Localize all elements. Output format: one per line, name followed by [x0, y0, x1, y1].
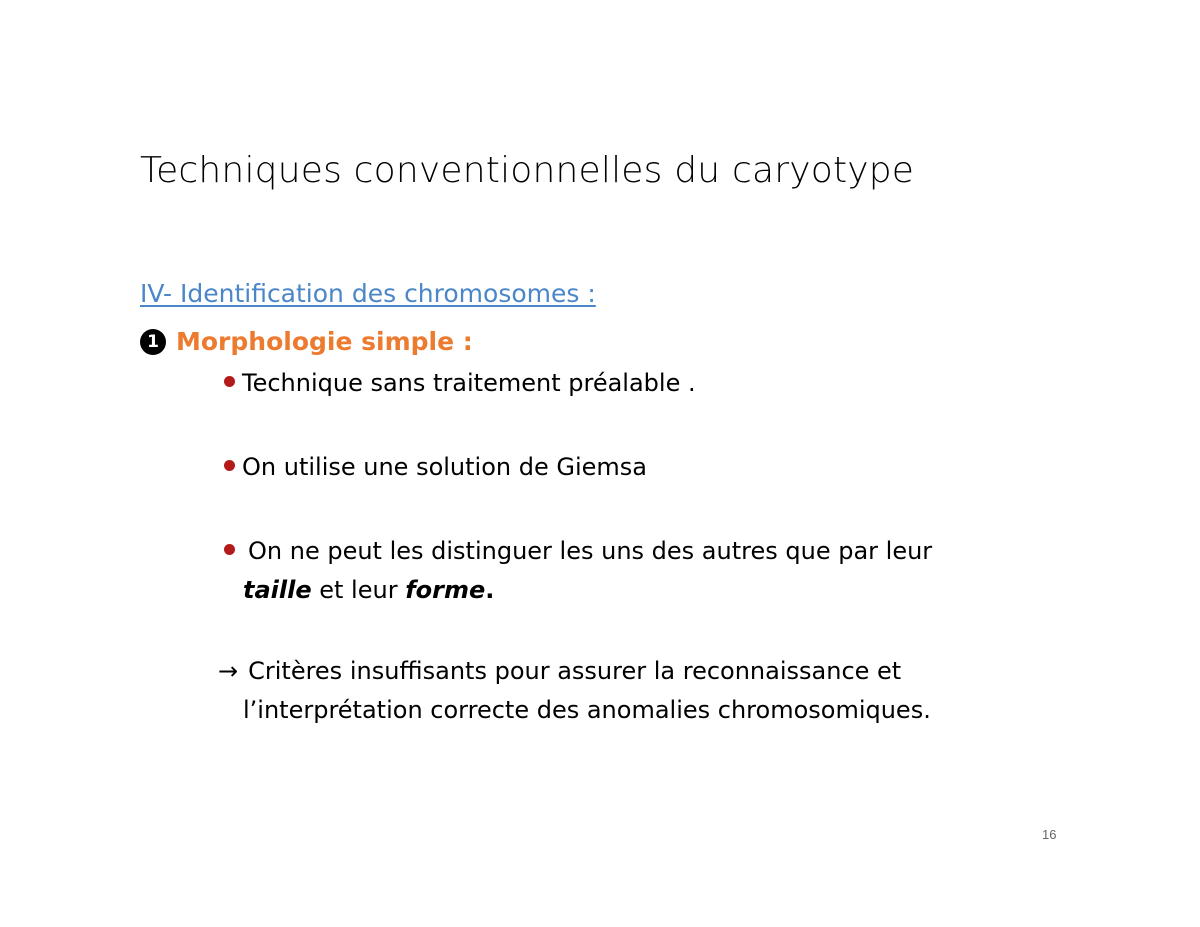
bullet-dot-icon: [224, 460, 235, 471]
conclusion-line-2: l’interprétation correcte des anomalies chromosomiques.: [243, 696, 931, 724]
bullet-item-3: [224, 537, 932, 565]
number-one-icon: 1: [140, 329, 166, 355]
conclusion-line-1: [218, 657, 901, 685]
bullet-item-3-continuation: [243, 576, 494, 604]
page-number: 16: [1042, 827, 1057, 842]
continuation-end: .: [485, 576, 495, 604]
emphasis-forme: forme: [405, 576, 486, 604]
bullet-item-1: [224, 369, 696, 397]
bullet-dot-icon: [224, 544, 235, 555]
slide-title: Techniques conventionnelles du caryotype: [140, 150, 915, 191]
section-heading: IV- Identification des chromosomes :: [140, 279, 596, 308]
subheading-label: Morphologie simple :: [176, 327, 473, 356]
bullet-dot-icon: [224, 376, 235, 387]
subheading: [140, 327, 473, 356]
bullet-text: On utilise une solution de Giemsa: [242, 453, 647, 481]
emphasis-taille: taille: [243, 576, 312, 604]
bullet-text: Technique sans traitement préalable .: [242, 369, 696, 397]
conclusion-text-1: Critères insuffisants pour assurer la reconnaissance et: [248, 657, 902, 685]
bullet-text: On ne peut les distinguer les uns des autres que par leur: [248, 537, 933, 565]
bullet-item-2: [224, 453, 647, 481]
continuation-middle: et leur: [311, 576, 406, 604]
right-arrow-icon: →: [218, 657, 239, 685]
